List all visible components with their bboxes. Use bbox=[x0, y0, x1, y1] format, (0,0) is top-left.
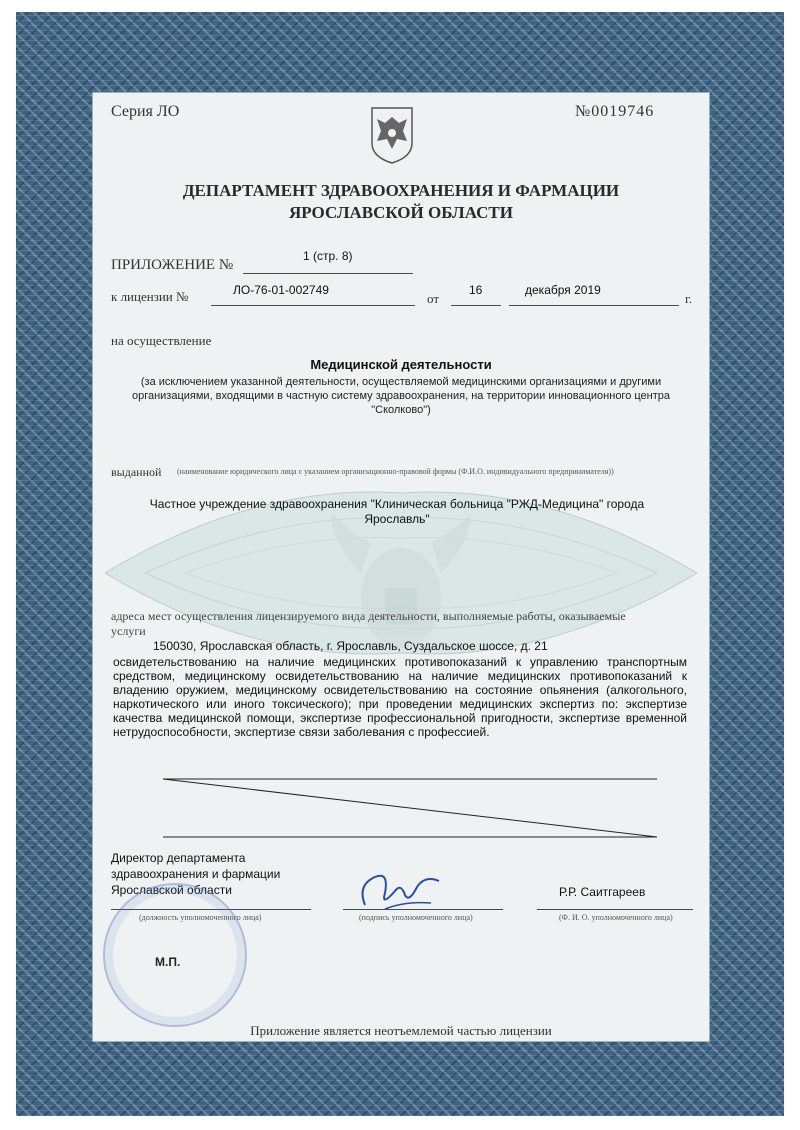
signer-position-line2: здравоохранения и фармации bbox=[111, 867, 281, 881]
date-from-label: от bbox=[427, 291, 440, 306]
date-suffix: г. bbox=[685, 291, 693, 306]
strike-lines bbox=[163, 769, 693, 849]
activity-title: Медицинской деятельности bbox=[310, 357, 492, 372]
series-label: Серия ЛО bbox=[111, 103, 180, 120]
signer-name: Р.Р. Саитгареев bbox=[559, 885, 646, 899]
document-number: №0019746 bbox=[575, 103, 655, 120]
activity-label: на осуществление bbox=[111, 333, 212, 348]
license-number-label: к лицензии № bbox=[111, 289, 189, 304]
signer-name-hint: (Ф. И. О. уполномоченного лица) bbox=[559, 913, 673, 922]
signer-position-hint: (должность уполномоченного лица) bbox=[139, 913, 262, 922]
signer-position-line1: Директор департамента bbox=[111, 851, 246, 865]
address-value: 150030, Ярославская область, г. Ярославль, Суздальское шоссе, д. 21 bbox=[153, 639, 548, 653]
coat-of-arms-icon bbox=[369, 105, 415, 165]
issued-label: выданной bbox=[111, 465, 162, 479]
appendix-value: 1 (стр. 8) bbox=[303, 249, 353, 263]
department-title-line1: ДЕПАРТАМЕНТ ЗДРАВООХРАНЕНИЯ И ФАРМАЦИИ bbox=[182, 181, 620, 200]
seal-label: М.П. bbox=[155, 955, 181, 969]
date-day: 16 bbox=[469, 283, 483, 297]
license-sheet bbox=[92, 92, 710, 1042]
signature-hint: (подпись уполномоченного лица) bbox=[359, 913, 473, 922]
issued-hint: (наименование юридического лица с указанием организационно-правовой формы (Ф.И.О. индивидуального предпринимателя)) bbox=[177, 467, 614, 476]
address-label: адреса мест осуществления лицензируемого вида деятельности, выполняемые работы, оказываемые услуги bbox=[111, 609, 626, 638]
footer-note: Приложение является неотъемлемой частью лицензии bbox=[250, 1023, 552, 1038]
issued-to: Частное учреждение здравоохранения "Клиническая больница "РЖД-Медицина" города Ярославль" bbox=[149, 497, 645, 526]
department-title-line2: ЯРОСЛАВСКОЙ ОБЛАСТИ bbox=[289, 203, 513, 222]
license-number-value: ЛО-76-01-002749 bbox=[233, 283, 329, 297]
works-list: освидетельствованию на наличие медицинских противопоказаний к управлению транспортным средством, медицинскому освидетельствованию на наличие медицинских противопоказаний к владению оружием, медицинскому освидетельствованию на состояние опьянения (алкогольного, наркотического или иного токсического); при проведении медицинских экспертиз по: экспертизе качества медицинской помощи, экспертизе профессиональной пригодности, экспертизе временной нетрудоспособности, экспертизе связи заболевания с профессией. bbox=[113, 655, 687, 739]
signature-icon bbox=[355, 865, 445, 915]
date-month-year: декабря 2019 bbox=[525, 283, 601, 297]
activity-note: (за исключением указанной деятельности, осуществляемой медицинскими организациями и другими организациями, входящими в частную систему здравоохранения, на территории инновационного центра "Сколково") bbox=[131, 376, 671, 416]
signer-position-line3: Ярославской области bbox=[111, 883, 232, 897]
appendix-label: ПРИЛОЖЕНИЕ № bbox=[111, 257, 234, 273]
